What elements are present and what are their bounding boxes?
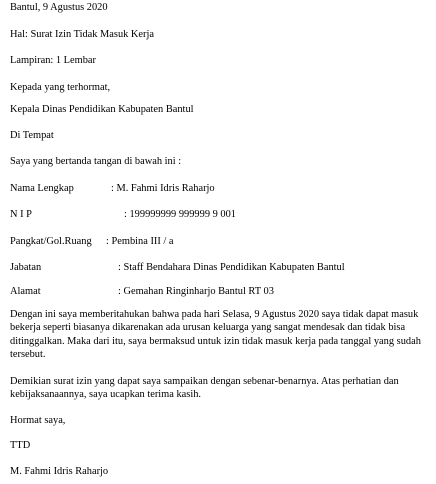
field-label: Jabatan bbox=[10, 262, 42, 273]
field-row-name bbox=[10, 182, 430, 195]
field-label: Pangkat/Gol.Ruang bbox=[10, 236, 92, 247]
field-label: Nama Lengkap bbox=[10, 183, 74, 194]
field-row-rank bbox=[10, 235, 430, 248]
letter-subject: Hal: Surat Izin Tidak Masuk Kerja bbox=[10, 29, 155, 40]
field-label: N I P bbox=[10, 209, 32, 220]
signature-mark: TTD bbox=[10, 440, 31, 451]
field-value: : Gemahan Ringinharjo Bantul RT 03 bbox=[118, 286, 274, 297]
letter-place-date: Bantul, 9 Agustus 2020 bbox=[10, 2, 108, 13]
field-label: Alamat bbox=[10, 286, 41, 297]
field-value: : Staff Bendahara Dinas Pendidikan Kabupaten Bantul bbox=[118, 262, 345, 273]
signer-name: M. Fahmi Idris Raharjo bbox=[10, 466, 109, 477]
field-row-position bbox=[10, 261, 430, 274]
field-value: : 199999999 999999 9 001 bbox=[124, 209, 236, 220]
field-row-nip bbox=[10, 208, 430, 221]
closing-greeting: Hormat saya, bbox=[10, 415, 66, 426]
field-value: : M. Fahmi Idris Raharjo bbox=[111, 183, 215, 194]
salutation-to: Kepada yang terhormat, bbox=[10, 82, 111, 93]
recipient-place: Di Tempat bbox=[10, 130, 54, 141]
field-value: : Pembina III / a bbox=[106, 236, 174, 247]
recipient-name: Kepala Dinas Pendidikan Kabupaten Bantul bbox=[10, 104, 194, 115]
letter-attachment: Lampiran: 1 Lembar bbox=[10, 55, 96, 66]
closing-paragraph: Demikian surat izin yang dapat saya sampaikan dengan sebenar-benarnya. Atas perhatian dan kebijaksanaannya, saya ucapkan terima kasih. bbox=[10, 376, 399, 401]
body-paragraph: Dengan ini saya memberitahukan bahwa pada hari Selasa, 9 Agustus 2020 saya tidak dapat masuk bekerja seperti biasanya dikarenakan ada urusan keluarga yang sangat mendesak dan tidak bisa ditinggalkan. Maka dari itu, saya bermaksud untuk izin tidak masuk kerja pada tanggal yang sudah tersebut. bbox=[10, 309, 421, 360]
intro-statement: Saya yang bertanda tangan di bawah ini : bbox=[10, 156, 182, 167]
field-row-address bbox=[10, 285, 430, 298]
